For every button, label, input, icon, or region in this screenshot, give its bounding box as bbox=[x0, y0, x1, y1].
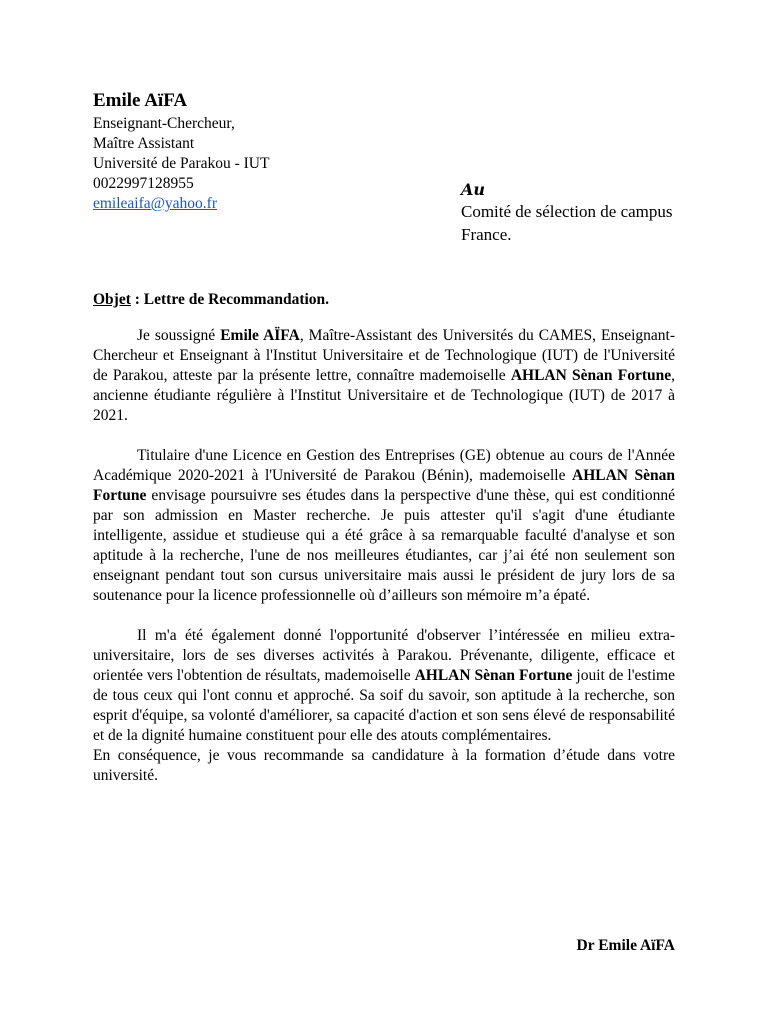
p1-bold-1: Emile AÏFA bbox=[220, 327, 300, 344]
p2-text-1: Titulaire d'une Licence en Gestion des Entreprises (GE) obtenue au cours de l'Année Académique 2020-2021 à l'Université de Parakou (Bénin), mademoiselle bbox=[93, 447, 675, 484]
recipient-salutation: Au bbox=[461, 180, 486, 199]
sender-phone: 0022997128955 bbox=[93, 175, 194, 192]
recipient-line-2: France. bbox=[461, 225, 512, 244]
p3-text-2: jouit de l'estime de tous ceux qui l'ont connu et approché. Sa soif du savoir, son aptitude à la recherche, son esprit d'équipe, sa volonté d'améliorer, sa capacité d'action et son sens élevé de responsabilité et de la dignité humaine constituent pour elle des atouts complémentaires. bbox=[93, 667, 675, 744]
subject-label: Objet bbox=[93, 291, 131, 308]
letter-body bbox=[93, 326, 675, 786]
paragraph-2 bbox=[93, 446, 675, 606]
sender-rank: Maître Assistant bbox=[93, 135, 195, 152]
p3-bold-1: AHLAN Sènan Fortune bbox=[414, 667, 573, 684]
p3-text-1: Il m'a été également donné l'opportunité d'observer l’intéressée en milieu extra-universitaire, lors de ses diverses activités à Parakou. Prévenante, diligente, efficace et orientée vers l'obtention de résultats, mademoiselle bbox=[93, 627, 675, 684]
p1-bold-2: AHLAN Sènan Fortune bbox=[510, 367, 672, 384]
recipient-block bbox=[461, 180, 673, 246]
p1-text-1: Je soussigné bbox=[137, 327, 221, 344]
subject-text: : Lettre de Recommandation. bbox=[130, 291, 330, 308]
sender-title: Enseignant-Chercheur, bbox=[93, 115, 235, 132]
p2-bold-1: AHLAN Sènan Fortune bbox=[93, 467, 675, 504]
sender-email-link[interactable]: emileaifa@yahoo.fr bbox=[93, 195, 218, 212]
subject-line bbox=[93, 290, 329, 310]
p1-text-3: , ancienne étudiante régulière à l'Institut Universitaire et de Technologique (IUT) de 2017 à 2021. bbox=[93, 367, 675, 424]
paragraph-4: En conséquence, je vous recommande sa candidature à la formation d’étude dans votre université. bbox=[93, 747, 675, 784]
sender-name: Emile AïFA bbox=[93, 90, 188, 111]
recipient-line-1: Comité de sélection de campus bbox=[461, 202, 673, 221]
paragraph-3 bbox=[93, 626, 675, 746]
paragraph-1 bbox=[93, 326, 675, 426]
sender-block bbox=[93, 88, 269, 214]
p2-text-2: envisage poursuivre ses études dans la perspective d'une thèse, qui est conditionné par son admission en Master recherche. Je puis attester qu'il s'agit d'une étudiante intelligente, assidue et studieuse qui a été grâce à sa remarquable faculté d'analyse et son aptitude à la recherche, l'une de nos meilleures étudiantes, car j’ai été non seulement son enseignant pendant tout son cursus universitaire mais aussi le président de jury lors de sa soutenance pour la licence professionnelle où d’ailleurs son mémoire m’a épaté. bbox=[93, 487, 675, 604]
p1-text-2: , Maître-Assistant des Universités du CAMES, Enseignant-Chercheur et Enseignant à l'Institut Universitaire et de Technologique (IUT) de l'Université de Parakou, atteste par la présente lettre, connaître mademoiselle bbox=[93, 327, 676, 384]
sender-institution: Université de Parakou - IUT bbox=[93, 155, 270, 172]
signature: Dr Emile AïFA bbox=[576, 937, 675, 954]
